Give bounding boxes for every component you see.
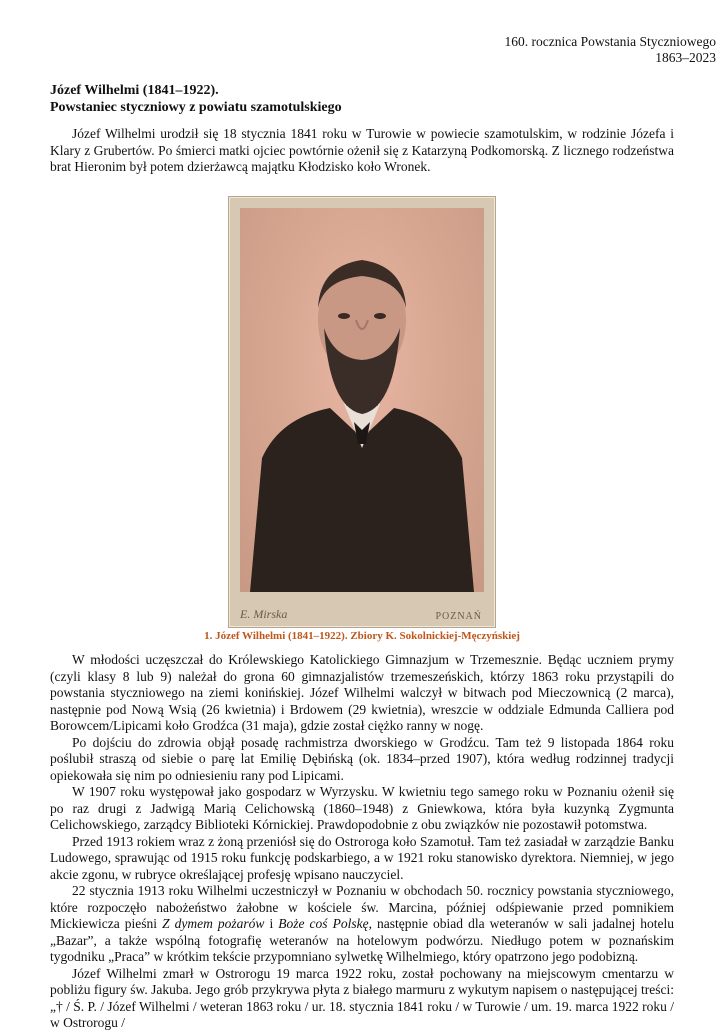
portrait-drawing bbox=[240, 208, 484, 592]
header-years: 1863–2023 bbox=[655, 50, 716, 65]
paragraph-death: Józef Wilhelmi zmarł w Ostrorogu 19 marca 1922 roku, został pochowany na miejscowym cmentarzu w pobliżu figury św. Jakuba. Jego grób przykrywa płyta z białego marmuru z wykutym napisem o następującej treści: „† / Ś. P. / Józef Wilhelmi / weteran 1863 roku / ur. 18. stycznia 1841 roku / w Turowie / um. 19. marca 1922 roku / w Ostrorogu / bbox=[50, 965, 674, 1030]
page-header bbox=[505, 34, 716, 66]
paragraph-marriage: Po dojściu do zdrowia objął posadę rachmistrza dworskiego w Grodźcu. Tam też 9 listopada 1864 roku poślubił straszą od siebie o parę lat Emilię Dębińską (ok. 1834–przed 1907), która według rodzinnej tradycji opiekowała się nim po odniesieniu rany pod Lipicami. bbox=[50, 734, 674, 783]
title-name: Józef Wilhelmi (1841–1922). bbox=[50, 83, 219, 98]
paragraph-anniversary bbox=[50, 883, 674, 966]
paragraph-ostrorog: Przed 1913 rokiem wraz z żoną przeniósł się do Ostroroga koło Szamotuł. Tam też zasiadał w zarządzie Banku Ludowego, sprawując od 1915 roku funkcję podskarbiego, a w 1921 roku stanowisko dyrektora. Niemniej, w jego akcie zgonu, w rubryce określającej profesję wpisano nauczyciel. bbox=[50, 833, 674, 882]
article-title bbox=[50, 82, 342, 116]
portrait-image bbox=[240, 208, 484, 592]
portrait-photo bbox=[228, 196, 496, 628]
anniversary-text-b: i bbox=[264, 916, 279, 931]
title-subtitle: Powstaniec styczniowy z powiatu szamotulskiego bbox=[50, 100, 342, 115]
song-title-2: Boże coś Polskę bbox=[278, 916, 369, 931]
anniversary-text-a: 22 stycznia 1913 roku Wilhelmi uczestniczył w Poznaniu w obchodach 50. rocznicy powstania styczniowego, które rozpoczęło nabożeństwo żałobne w kościele św. Marcina, później odśpiewanie przed pomnikiem Mickiewicza pieśni bbox=[50, 883, 674, 931]
studio-signature: E. Mirska bbox=[240, 607, 288, 621]
paragraph-wyrzysk: W 1907 roku występował jako gospodarz w Wyrzysku. W kwietniu tego samego roku w Poznaniu ożenił się po raz drugi z Jadwigą Marią Celichowską (1860–1948) z Gniewkowa, która była kuzynką Zygmunta Celichowskiego, zarządcy Biblioteki Kórnickiej. Prawdopodobnie z obu związków nie pozostawił potomstwa. bbox=[50, 784, 674, 832]
studio-city: POZNAŃ bbox=[435, 611, 482, 622]
intro-block bbox=[50, 126, 674, 176]
main-text bbox=[50, 652, 674, 1032]
header-anniversary: 160. rocznica Powstania Styczniowego bbox=[504, 34, 716, 49]
anniversary-text-c: , następnie obiad dla weteranów w sali jadalnej hotelu „Bazar”, a także wspólną fotografię weteranów na hotelowym podwórzu. Niedługo potem w poznańskim tygodniku „Praca” w krótkim tekście przypomniano sylwetkę Wilhelmiego, który opatrzono jego podobizną. bbox=[50, 916, 674, 964]
song-title-1: Z dymem pożarów bbox=[162, 916, 265, 931]
photo-caption: 1. Józef Wilhelmi (1841–1922). Zbiory K. Sokolnickiej-Męczyńskiej bbox=[204, 630, 520, 642]
paragraph-school: W młodości uczęszczał do Królewskiego Katolickiego Gimnazjum w Trzemesznie. Będąc uczniem prymy (czyli klasy 8 lub 9) należał do grona 60 gimnazjalistów trzemeszeńskich, którzy 1863 roku przystąpili do powstania styczniowego na ziemi konińskiej. Józef Wilhelmi walczył w bitwach pod Mieczownicą (2 marca), następnie pod Nową Wsią (26 kwietnia) i Brdowem (29 kwietnia), wreszcie w oddziale Edmunda Calliera pod Borowcem/Lipicami koło Grodźca (31 maja), gdzie został ciężko ranny w nogę. bbox=[50, 652, 674, 733]
intro-paragraph: Józef Wilhelmi urodził się 18 stycznia 1841 roku w Turowie w powiecie szamotulskim, w rodzinie Józefa i Klary z Grubertów. Po śmierci matki ojciec powtórnie ożenił się z Katarzyną Podkomorską. Z licznego rodzeństwa brat Hieronim był potem dzierżawcą majątku Kłodzisko koło Wronek. bbox=[50, 126, 674, 174]
